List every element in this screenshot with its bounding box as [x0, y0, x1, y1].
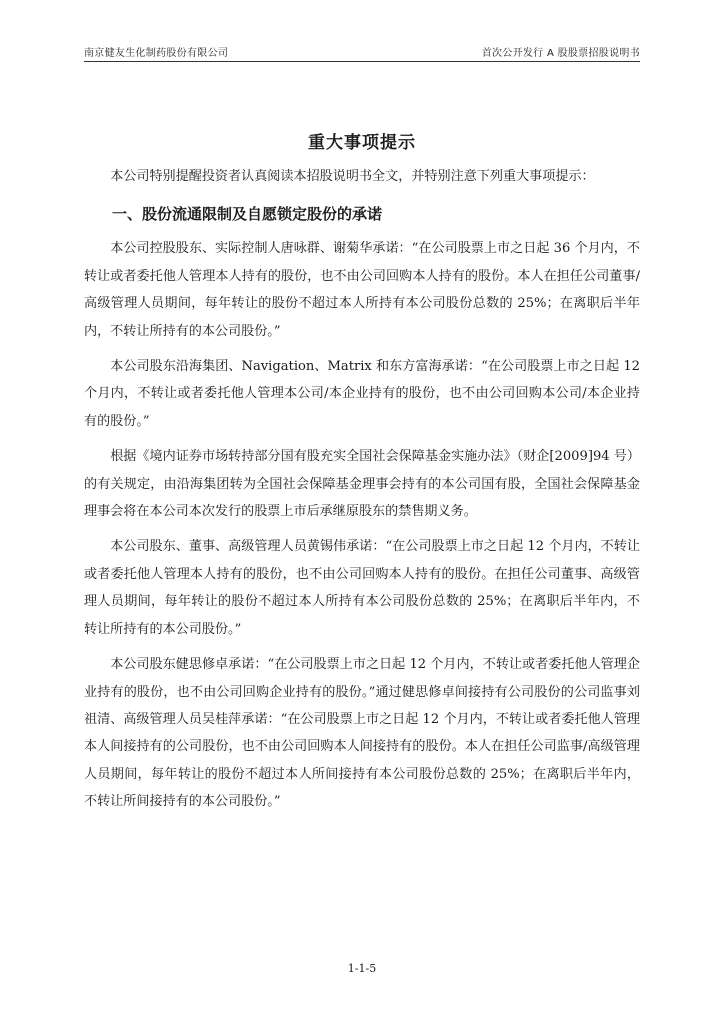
document-body [84, 163, 640, 824]
paragraph-jiansi-xiuzhuo: 本公司股东健思修卓承诺：“在公司股票上市之日起 12 个月内，不转让或者委托他人管理企业持有的股份，也不由公司回购企业持有的股份。”通过健思修卓间接持有公司股份的公司监事刘祖清、高级管理人员吴桂萍承诺：“在公司股票上市之日起 12 个月内，不转让或者委托他人管理本人间接持有的公司股份，也不由公司回购本人间接持有的股份。本人在担任公司监事/高级管理人员期间，每年转让的股份不超过本人所间接持有本公司股份总数的 25%；在离职后半年内，不转让所间接持有的本公司股份。” [84, 657, 640, 810]
header-company-name: 南京健友生化制药股份有限公司 [84, 48, 229, 59]
page-number: 1-1-5 [347, 962, 377, 975]
paragraph-director-commitment: 本公司股东、董事、高级管理人员黄锡伟承诺：“在公司股票上市之日起 12 个月内，不转让或者委托他人管理本人持有的股份，也不由公司回购本人持有的股份。在担任公司董事、高级管理人员期间，每年转让的股份不超过本人所持有本公司股份总数的 25%；在离职后半年内，不转让所持有的本公司股份。” [84, 539, 640, 637]
paragraph-shareholders-lockup: 本公司股东沿海集团、Navigation、Matrix 和东方富海承诺：“在公司股票上市之日起 12 个月内，不转让或者委托他人管理本公司/本企业持有的股份，也不由公司回购本公司/本企业持有的股份。” [84, 359, 640, 429]
header-divider [84, 61, 640, 62]
section-heading: 一、股份流通限制及自愿锁定股份的承诺 [112, 205, 383, 224]
page-header [84, 44, 640, 60]
paragraph-controlling-shareholder: 本公司控股股东、实际控制人唐咏群、谢菊华承诺：“在公司股票上市之日起 36 个月内，不转让或者委托他人管理本人持有的股份，也不由公司回购本人持有的股份。本人在担任公司董事/高级管理人员期间，每年转让的股份不超过本人所持有本公司股份总数的 25%；在离职后半年内，不转让所持有的本公司股份。” [84, 241, 640, 339]
header-document-title: 首次公开发行 A 股股票招股说明书 [481, 48, 640, 59]
intro-paragraph: 本公司特别提醒投资者认真阅读本招股说明书全文，并特别注意下列重大事项提示： [110, 169, 595, 184]
page-title: 重大事项提示 [308, 133, 416, 153]
paragraph-social-security-fund: 根据《境内证券市场转持部分国有股充实全国社会保障基金实施办法》（财企[2009]94 号）的有关规定，由沿海集团转为全国社会保障基金理事会持有的本公司国有股，全国社会保障基金理事会将在本公司本次发行的股票上市后承继原股东的禁售期义务。 [84, 449, 640, 520]
